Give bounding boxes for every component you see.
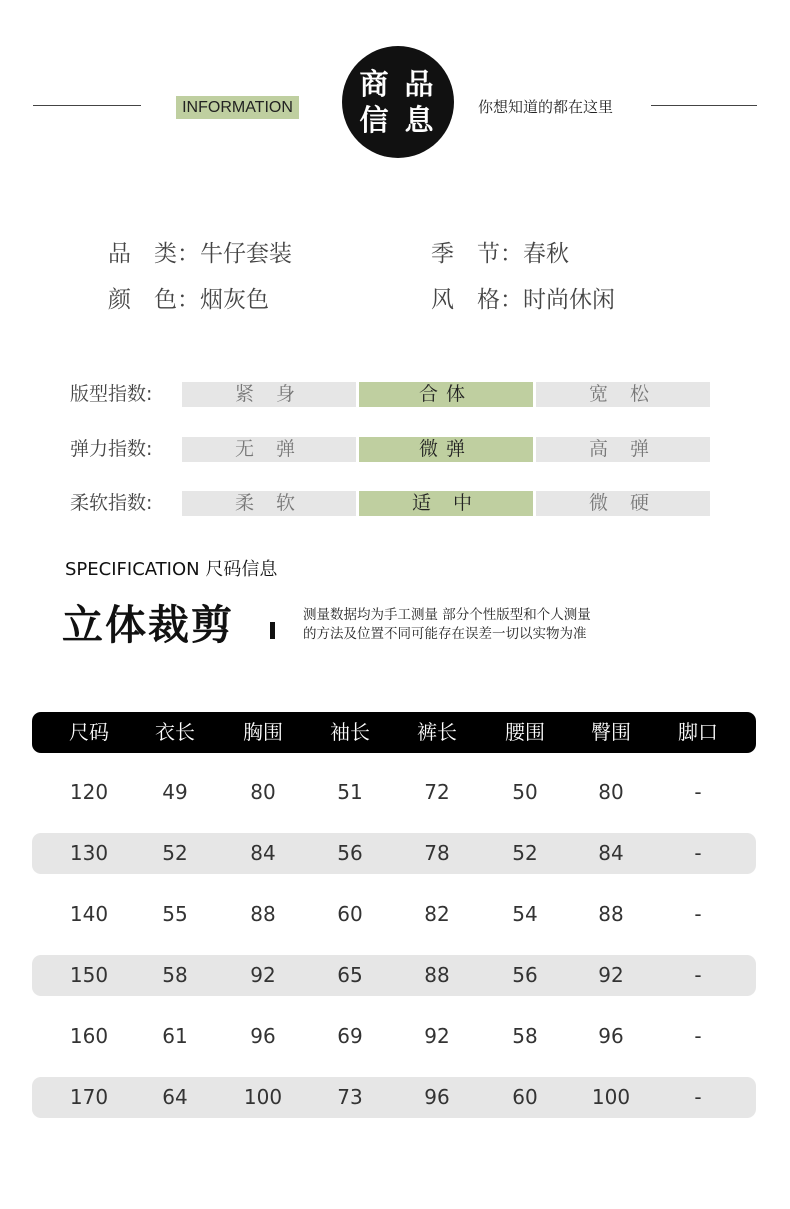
- table-cell: 50: [512, 780, 538, 804]
- note-line-2: 的方法及位置不同可能存在误差一切以实物为准: [303, 626, 587, 642]
- index-option: 宽 松: [536, 382, 710, 407]
- left-divider: [33, 105, 141, 106]
- table-cell: 60: [337, 902, 363, 926]
- table-row: [32, 1016, 756, 1057]
- header-subtitle: 你想知道的都在这里: [478, 98, 614, 116]
- table-cell: 84: [250, 841, 276, 865]
- table-cell: 52: [162, 841, 188, 865]
- attr-style-key: 风 格：: [431, 287, 523, 313]
- table-cell: 130: [69, 841, 109, 865]
- index-option: 微 硬: [536, 491, 710, 516]
- index-option: 高 弹: [536, 437, 710, 462]
- column-header: 脚口: [678, 720, 718, 744]
- attr-category-key: 品 类：: [108, 241, 200, 267]
- table-cell: 49: [162, 780, 188, 804]
- index-option: 紧 身: [182, 382, 356, 407]
- column-header: 臀围: [591, 720, 631, 744]
- badge-line-1: 商 品: [359, 67, 437, 101]
- column-header: 腰围: [505, 720, 545, 744]
- column-header: 胸围: [243, 720, 283, 744]
- table-cell: 92: [424, 1024, 450, 1048]
- index-label: 弹力指数:: [70, 438, 153, 460]
- attr-color-key: 颜 色：: [108, 287, 200, 313]
- table-cell: -: [694, 841, 702, 865]
- attr-style: [431, 285, 615, 315]
- table-cell: 56: [512, 963, 538, 987]
- right-divider: [651, 105, 757, 106]
- table-row: [32, 955, 756, 996]
- table-cell: 88: [598, 902, 624, 926]
- column-header: 尺码: [69, 720, 109, 744]
- table-cell: 64: [162, 1085, 188, 1109]
- big-title: 立体裁剪: [62, 601, 234, 649]
- size-table-header: [32, 712, 756, 753]
- table-cell: 92: [250, 963, 276, 987]
- table-row: [32, 1077, 756, 1118]
- table-cell: 120: [69, 780, 109, 804]
- table-cell: 92: [598, 963, 624, 987]
- attr-category-value: 牛仔套装: [200, 241, 292, 267]
- table-cell: 80: [598, 780, 624, 804]
- index-option: 无 弹: [182, 437, 356, 462]
- table-row: [32, 894, 756, 935]
- table-cell: 170: [69, 1085, 109, 1109]
- table-cell: 160: [69, 1024, 109, 1048]
- attr-season-value: 春秋: [523, 241, 569, 267]
- table-cell: 51: [337, 780, 363, 804]
- index-option-selected: 微弹: [359, 437, 533, 462]
- table-cell: 52: [512, 841, 538, 865]
- table-cell: 61: [162, 1024, 188, 1048]
- table-cell: 58: [512, 1024, 538, 1048]
- title-bar-mark: [270, 622, 275, 639]
- table-cell: 54: [512, 902, 538, 926]
- table-cell: 60: [512, 1085, 538, 1109]
- table-cell: 73: [337, 1085, 363, 1109]
- table-cell: 58: [162, 963, 188, 987]
- index-option-selected: 适 中: [359, 491, 533, 516]
- table-cell: 96: [250, 1024, 276, 1048]
- column-header: 袖长: [330, 720, 370, 744]
- attr-color-value: 烟灰色: [200, 287, 269, 313]
- table-cell: 96: [598, 1024, 624, 1048]
- note-line-1: 测量数据均为手工测量 部分个性版型和个人测量: [303, 607, 591, 623]
- product-info-badge: [342, 46, 454, 158]
- table-cell: 80: [250, 780, 276, 804]
- index-option-selected: 合体: [359, 382, 533, 407]
- attr-color: [108, 285, 269, 315]
- measurement-note: [303, 606, 591, 644]
- table-cell: 56: [337, 841, 363, 865]
- table-cell: 82: [424, 902, 450, 926]
- table-row: [32, 772, 756, 813]
- table-cell: 84: [598, 841, 624, 865]
- spec-title: SPECIFICATION 尺码信息: [65, 559, 278, 580]
- index-label: 柔软指数:: [70, 492, 153, 514]
- column-header: 衣长: [155, 720, 195, 744]
- table-cell: 78: [424, 841, 450, 865]
- table-cell: 65: [337, 963, 363, 987]
- attr-style-value: 时尚休闲: [523, 287, 615, 313]
- attr-category: [108, 239, 292, 269]
- table-cell: -: [694, 1024, 702, 1048]
- table-cell: 100: [243, 1085, 283, 1109]
- table-cell: 55: [162, 902, 188, 926]
- table-cell: -: [694, 902, 702, 926]
- index-option: 柔 软: [182, 491, 356, 516]
- table-cell: -: [694, 780, 702, 804]
- table-cell: 140: [69, 902, 109, 926]
- table-cell: 88: [424, 963, 450, 987]
- column-header: 裤长: [417, 720, 457, 744]
- index-label: 版型指数:: [70, 383, 153, 405]
- table-cell: 96: [424, 1085, 450, 1109]
- table-cell: -: [694, 963, 702, 987]
- attr-season-key: 季 节：: [431, 241, 523, 267]
- attr-season: [431, 239, 569, 269]
- table-cell: 100: [591, 1085, 631, 1109]
- table-row: [32, 833, 756, 874]
- table-cell: 72: [424, 780, 450, 804]
- table-cell: 88: [250, 902, 276, 926]
- badge-line-2: 信 息: [359, 103, 437, 137]
- table-cell: -: [694, 1085, 702, 1109]
- information-tag: INFORMATION: [176, 96, 299, 119]
- table-cell: 150: [69, 963, 109, 987]
- table-cell: 69: [337, 1024, 363, 1048]
